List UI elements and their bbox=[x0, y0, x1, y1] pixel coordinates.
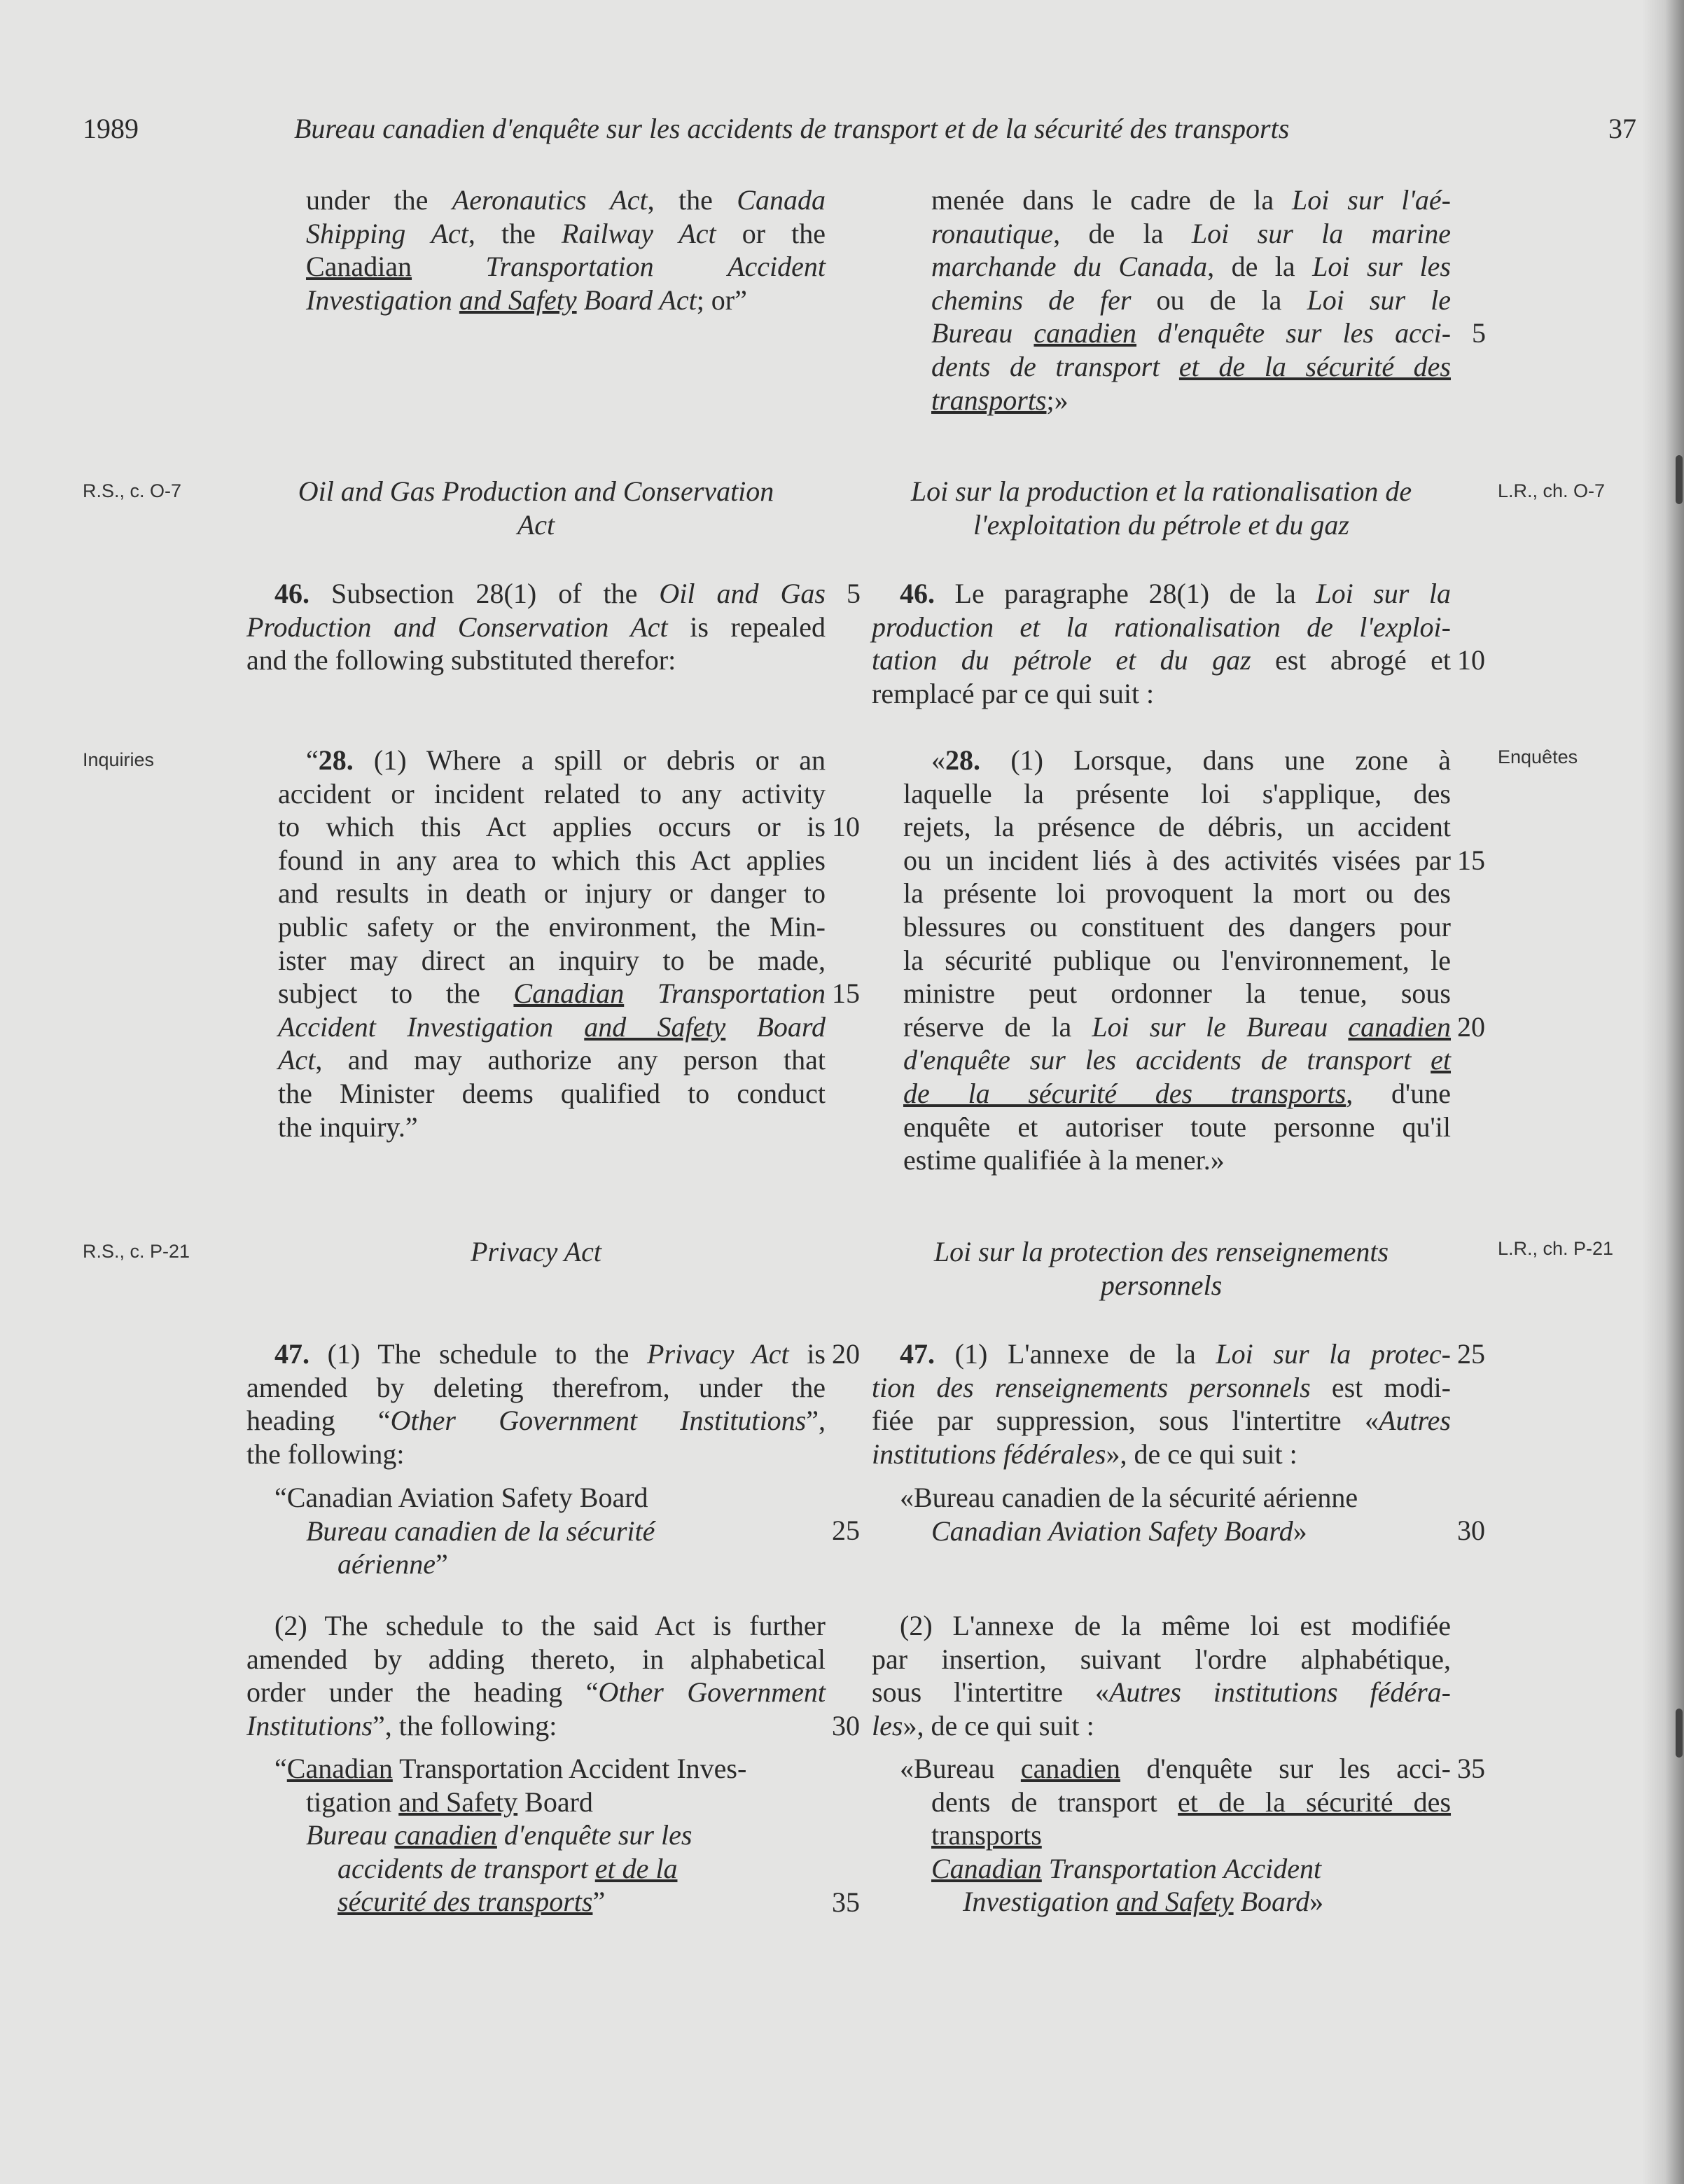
text-line: dents de transport et de la sécurité des bbox=[931, 350, 1451, 382]
margin-note-lr-o7: L.R., ch. O-7 bbox=[1498, 480, 1606, 501]
line-number: 5 bbox=[1472, 317, 1486, 349]
line-number: 5 bbox=[847, 578, 861, 609]
text-line: order under the heading “Other Government bbox=[246, 1676, 826, 1709]
en-section-47-2 bbox=[246, 1609, 826, 1742]
text-line: “Canadian Transportation Accident Inves- bbox=[274, 1753, 747, 1784]
fr-section-47-2 bbox=[872, 1609, 1451, 1742]
text-line: sous l'intertitre «Autres institutions fédéra- bbox=[872, 1676, 1451, 1709]
text-line: the inquiry.” bbox=[278, 1111, 418, 1143]
text-line: Canadian Aviation Safety Board» bbox=[931, 1515, 1307, 1547]
text-line: amended by deleting therefrom, under the bbox=[246, 1371, 826, 1403]
text-line: and the following substituted therefor: bbox=[246, 644, 676, 676]
text-line: transports;» bbox=[931, 384, 1069, 416]
page-edge-shadow bbox=[1642, 0, 1684, 2184]
text-line: Shipping Act, the Railway Act or the bbox=[306, 217, 826, 249]
heading-line: Loi sur la production et la rationalisation de bbox=[910, 475, 1412, 507]
text-line: de la sécurité des transports, d'une bbox=[903, 1077, 1451, 1109]
text-line: subject to the Canadian Transportation bbox=[278, 978, 826, 1010]
header-title: Bureau canadien d'enquête sur les accidents de transport et de la sécurité des transports bbox=[294, 113, 1290, 144]
text-line: tion des renseignements personnels est modi- bbox=[872, 1371, 1452, 1403]
text-line: 47. (1) L'annexe de la Loi sur la protec- bbox=[900, 1338, 1451, 1370]
text-line: «Bureau canadien de la sécurité aérienne bbox=[900, 1482, 1358, 1513]
line-number: 15 bbox=[1457, 844, 1485, 876]
text-line: les», de ce qui suit : bbox=[872, 1709, 1094, 1741]
text-line: Institutions”, the following: bbox=[246, 1709, 557, 1741]
heading-line: Privacy Act bbox=[471, 1236, 601, 1267]
text-line: d'enquête sur les accidents de transport et bbox=[903, 1044, 1452, 1076]
margin-note-lr-p21: L.R., ch. P-21 bbox=[1498, 1238, 1614, 1259]
text-line: Bureau canadien d'enquête sur les bbox=[306, 1819, 693, 1851]
text-line: Production and Conservation Act is repealed bbox=[246, 611, 826, 643]
fr-section-46 bbox=[872, 577, 1451, 710]
line-number: 35 bbox=[1457, 1753, 1485, 1784]
text-line: (2) L'annexe de la même loi est modifiée bbox=[900, 1610, 1451, 1641]
en-quote-cas-board bbox=[246, 1481, 826, 1581]
line-number: 25 bbox=[832, 1515, 860, 1546]
en-heading-privacy bbox=[246, 1235, 826, 1269]
text-line: fiée par suppression, sous l'intertitre «Autres bbox=[872, 1405, 1451, 1437]
text-line: ou un incident liés à des activités visées par bbox=[903, 844, 1451, 876]
text-line: amended by adding thereto, in alphabetical bbox=[246, 1643, 826, 1675]
text-line: Investigation and Safety Board Act; or” bbox=[306, 284, 747, 316]
text-line: 46. Le paragraphe 28(1) de la Loi sur la bbox=[900, 578, 1452, 609]
line-number: 20 bbox=[1457, 1011, 1485, 1043]
text-line: estime qualifiée à la mener.» bbox=[903, 1144, 1225, 1176]
text-line: la sécurité publique ou l'environnement, le bbox=[903, 944, 1451, 976]
text-line: Bureau canadien d'enquête sur les acci- bbox=[931, 317, 1452, 349]
text-line: Accident Investigation and Safety Board bbox=[278, 1010, 826, 1043]
text-line: tation du pétrole et du gaz est abrogé et bbox=[872, 644, 1451, 676]
text-line: Canadian Transportation Accident bbox=[931, 1852, 1322, 1884]
text-line: aérienne” bbox=[338, 1548, 448, 1580]
text-line: ister may direct an inquiry to be made, bbox=[278, 944, 826, 976]
text-line: marchande du Canada, de la Loi sur les bbox=[931, 251, 1451, 283]
line-number: 35 bbox=[832, 1886, 860, 1918]
text-line: rejets, la présence de débris, un accident bbox=[903, 811, 1451, 843]
heading-line: Oil and Gas Production and Conservation bbox=[298, 475, 774, 507]
text-line: “Canadian Aviation Safety Board bbox=[274, 1482, 648, 1513]
margin-note-enquetes: Enquêtes bbox=[1498, 746, 1578, 767]
text-line: dents de transport et de la sécurité des bbox=[931, 1786, 1452, 1818]
text-line: Bureau canadien de la sécurité bbox=[306, 1515, 655, 1547]
line-number: 30 bbox=[1457, 1515, 1485, 1546]
fr-heading-privacy bbox=[872, 1235, 1451, 1302]
text-line: heading “Other Government Institutions”, bbox=[246, 1405, 826, 1437]
text-line: Act, and may authorize any person that bbox=[278, 1044, 826, 1076]
text-line: «Bureau canadien d'enquête sur les acci- bbox=[900, 1753, 1451, 1784]
heading-line: Act bbox=[517, 508, 555, 541]
en-section-46 bbox=[246, 577, 826, 677]
text-line: “28. (1) Where a spill or debris or an bbox=[306, 744, 826, 776]
line-number: 25 bbox=[1457, 1338, 1485, 1370]
fr-section-47-1 bbox=[872, 1337, 1451, 1470]
text-line: menée dans le cadre de la Loi sur l'aé- bbox=[931, 184, 1451, 216]
text-line: (2) The schedule to the said Act is further bbox=[274, 1610, 826, 1641]
margin-note-rs-p21: R.S., c. P-21 bbox=[83, 1241, 190, 1262]
text-line: institutions fédérales», de ce qui suit : bbox=[872, 1438, 1297, 1470]
text-line: blessures ou constituent des dangers pour bbox=[903, 910, 1451, 943]
text-line: 46. Subsection 28(1) of the Oil and Gas bbox=[274, 578, 826, 609]
line-number: 20 bbox=[832, 1338, 860, 1370]
text-line: transports bbox=[931, 1819, 1042, 1851]
fr-quote-bcetst bbox=[872, 1752, 1451, 1919]
binding-mark bbox=[1676, 455, 1683, 504]
fr-continuation bbox=[931, 183, 1451, 417]
text-line: 47. (1) The schedule to the Privacy Act is bbox=[274, 1338, 826, 1370]
binding-mark bbox=[1676, 1709, 1683, 1758]
text-line: ministre peut ordonner la tenue, sous bbox=[903, 978, 1451, 1010]
text-line: la présente loi provoquent la mort ou des bbox=[903, 877, 1451, 910]
text-line: réserve de la Loi sur le Bureau canadien bbox=[903, 1010, 1451, 1043]
text-line: enquête et autoriser toute personne qu'il bbox=[903, 1111, 1451, 1143]
text-line: production et la rationalisation de l'exploi- bbox=[872, 611, 1451, 643]
text-line: accidents de transport et de la bbox=[338, 1852, 678, 1884]
text-line: public safety or the environment, the Min- bbox=[278, 910, 826, 943]
text-line: sécurité des transports” bbox=[338, 1886, 606, 1918]
text-line: laquelle la présente loi s'applique, des bbox=[903, 777, 1451, 809]
text-line: par insertion, suivant l'ordre alphabétique, bbox=[872, 1643, 1451, 1675]
heading-line: Loi sur la protection des renseignements bbox=[933, 1236, 1389, 1267]
text-line: ronautique, de la Loi sur la marine bbox=[931, 217, 1451, 249]
line-number: 10 bbox=[832, 811, 860, 842]
text-line: the Minister deems qualified to conduct bbox=[278, 1077, 826, 1109]
page-number: 37 bbox=[1608, 113, 1636, 144]
text-line: and results in death or injury or danger to bbox=[278, 877, 826, 910]
text-line: tigation and Safety Board bbox=[306, 1786, 593, 1818]
en-continuation bbox=[306, 183, 826, 317]
text-line: under the Aeronautics Act, the Canada bbox=[306, 184, 826, 216]
text-line: remplacé par ce qui suit : bbox=[872, 677, 1155, 709]
en-section-47-1 bbox=[246, 1337, 826, 1470]
line-number: 10 bbox=[1457, 644, 1485, 676]
text-line: chemins de fer ou de la Loi sur le bbox=[931, 284, 1451, 316]
heading-line: personnels bbox=[1100, 1269, 1223, 1301]
en-section-28 bbox=[278, 744, 826, 1143]
heading-line: l'exploitation du pétrole et du gaz bbox=[973, 508, 1349, 541]
text-line: found in any area to which this Act applies bbox=[278, 844, 826, 876]
fr-quote-bcsa bbox=[872, 1481, 1451, 1547]
margin-note-inquiries: Inquiries bbox=[83, 749, 155, 770]
fr-heading-production bbox=[872, 475, 1451, 541]
fr-section-28 bbox=[903, 744, 1451, 1177]
text-line: the following: bbox=[246, 1438, 405, 1470]
line-number: 30 bbox=[832, 1710, 860, 1741]
en-heading-oil-gas bbox=[246, 475, 826, 541]
en-quote-ctaisb bbox=[246, 1752, 826, 1919]
margin-note-rs-o7: R.S., c. O-7 bbox=[83, 480, 182, 501]
line-number: 15 bbox=[832, 978, 860, 1009]
text-line: to which this Act applies occurs or is bbox=[278, 811, 826, 843]
text-line: Canadian Transportation Accident bbox=[306, 251, 826, 283]
text-line: accident or incident related to any activity bbox=[278, 777, 826, 809]
text-line: «28. (1) Lorsque, dans une zone à bbox=[931, 744, 1451, 776]
header-year: 1989 bbox=[83, 113, 139, 144]
text-line: Investigation and Safety Board» bbox=[963, 1886, 1324, 1918]
